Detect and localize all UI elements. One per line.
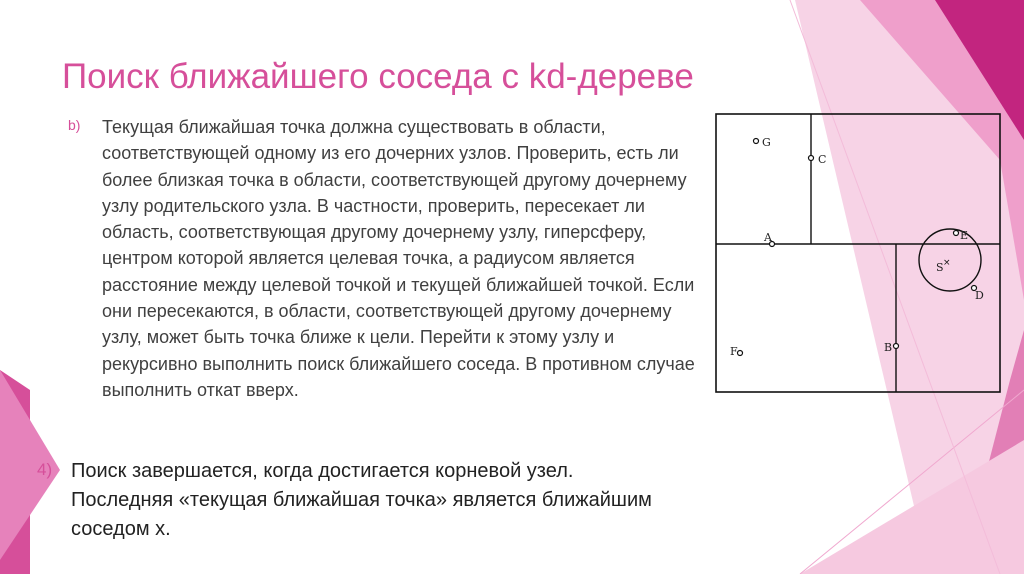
list-text-4: Поиск завершается, когда достигается корневой узел. Последняя «текущая ближайшая точка» является ближайшим соседом x. [71, 460, 652, 540]
label-e: E [960, 229, 969, 242]
label-c: C [818, 153, 827, 166]
list-marker-b: b) [68, 117, 81, 133]
point-f [738, 351, 743, 356]
label-f: F [730, 345, 738, 358]
label-s: S [936, 261, 944, 274]
point-c [809, 156, 814, 161]
point-b [894, 344, 899, 349]
target-marker: × [943, 258, 951, 268]
outer-region [716, 114, 1000, 392]
point-g [754, 139, 759, 144]
list-text-b: Текущая ближайшая точка должна существовать в области, соответствующей одному из его дочерних узлов. Проверить, есть ли более близкая точка в области, соответствующей другому дочернему узлу родительского узла. В частности, проверить, пересекает ли область, соответствующая другому дочернему узлу, гиперсферу, центром которой является целевая точка, а радиусом является расстояние между целевой точкой и текущей ближайшей точкой. Если они пересекаются, в области, соответствующей другому дочернему узлу, может быть точка ближе к цели. Перейти к этому узлу и рекурсивно выполнить поиск ближайшего соседа. В противном случае выполнить откат вверх. [102, 117, 695, 400]
label-d: D [975, 289, 984, 302]
slide-title: Поиск ближайшего соседа с kd-дереве [62, 57, 694, 96]
kd-tree-diagram [712, 108, 1004, 398]
point-e [954, 231, 959, 236]
label-b: B [884, 341, 893, 354]
label-g: G [762, 136, 771, 149]
label-a: A [764, 231, 772, 244]
list-marker-4: 4) [37, 460, 53, 479]
